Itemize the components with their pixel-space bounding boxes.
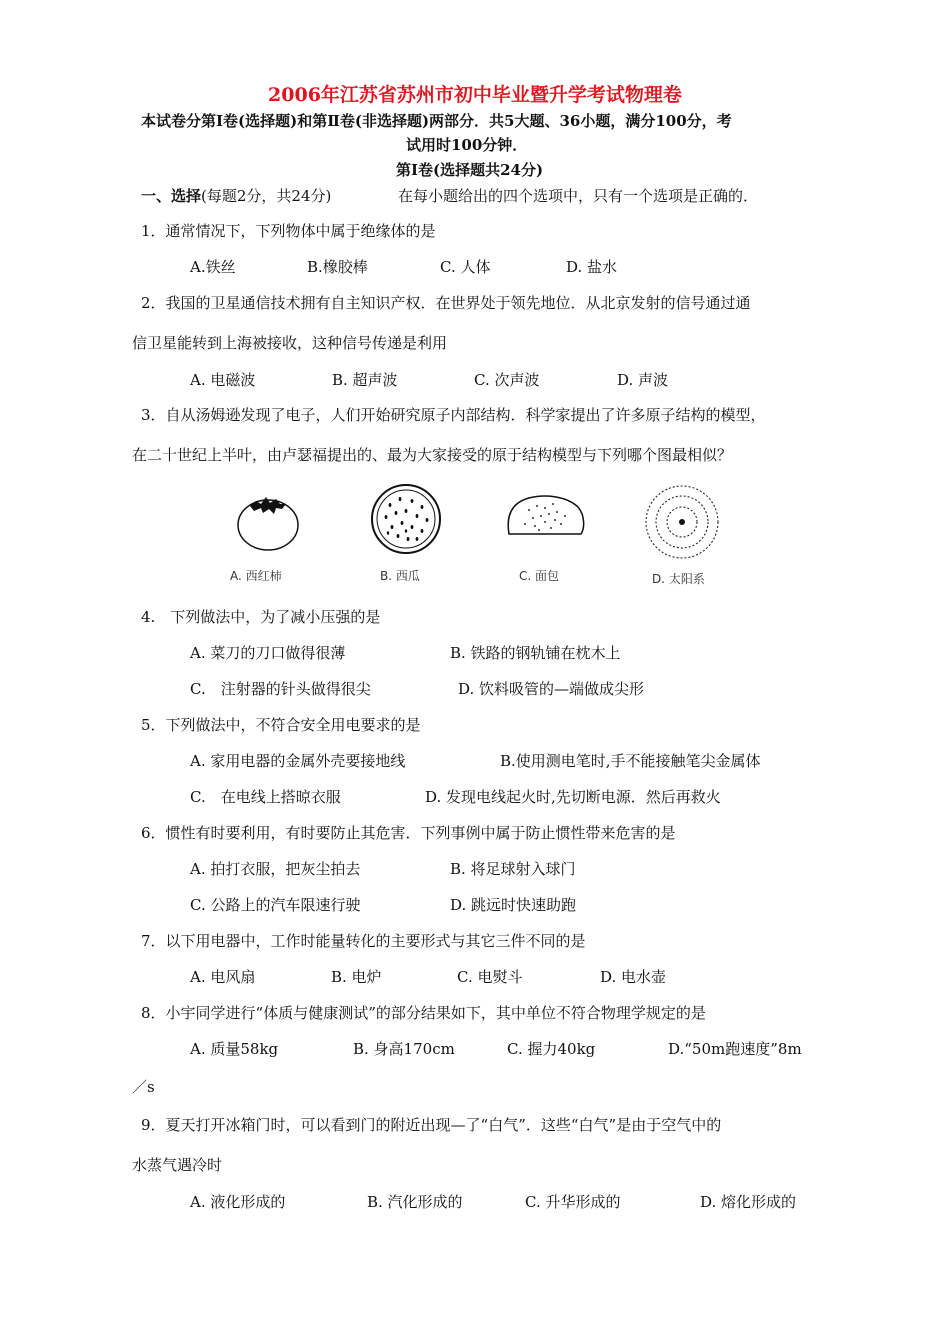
figure-tomato — [236, 492, 300, 552]
q8-option-d-wrap: ／s — [132, 1078, 155, 1096]
q7-option-c: C. 电熨斗 — [457, 968, 523, 986]
q9-option-d: D. 熔化形成的 — [700, 1193, 797, 1211]
q6-option-a: A. 拍打衣服，把灰尘拍去 — [190, 860, 361, 878]
figure-watermelon — [370, 483, 442, 555]
q6-stem: 6．惯性有时要利用，有时要防止其危害．下列事例中属于防止惯性带来危害的是 — [141, 824, 676, 842]
figure-solar-system — [642, 482, 722, 562]
section1-instruction: 在每小题给出的四个选项中，只有一个选项是正确的． — [398, 187, 759, 205]
q3-stem-line-1: 3．自从汤姆逊发现了电子，人们开始研究原子内部结构．科学家提出了许多原子结构的模型， — [141, 406, 766, 424]
q7-option-b: B. 电炉 — [331, 968, 382, 986]
q2-option-c: C. 次声波 — [474, 371, 540, 389]
q2-option-d: D. 声波 — [617, 371, 669, 389]
q1-option-d: D. 盐水 — [566, 258, 618, 276]
section1-score: (每题2分，共24分) — [201, 187, 332, 205]
q4-option-b: B. 铁路的钢轨铺在枕木上 — [450, 644, 621, 662]
figure-label-d: D. 太阳系 — [652, 572, 705, 586]
q9-option-c: C. 升华形成的 — [525, 1193, 621, 1211]
section1-label: 一、选择 — [141, 187, 202, 205]
q1-option-a: A.铁丝 — [190, 258, 236, 276]
q9-option-b: B. 汽化形成的 — [367, 1193, 463, 1211]
q6-option-b: B. 将足球射入球门 — [450, 860, 576, 878]
q2-option-a: A. 电磁波 — [190, 371, 256, 389]
intro-line-1: 本试卷分第Ⅰ卷(选择题)和第Ⅱ卷(非选择题)两部分．共5大题、36小题，满分100分，考 — [141, 112, 732, 130]
intro-line-2: 试用时100分钟． — [406, 136, 528, 154]
q3-stem-line-2: 在二十世纪上半叶，由卢瑟福提出的、最为大家接受的原于结构模型与下列哪个图最相似？ — [132, 446, 733, 464]
q8-option-c: C. 握力40kg — [507, 1040, 596, 1058]
q9-stem-line-1: 9．夏天打开冰箱门时，可以看到门的附近出现—了“白气”．这些“白气”是由于空气中的 — [141, 1116, 722, 1134]
q2-stem-line-1: 2．我国的卫星通信技术拥有自主知识产权．在世界处于领先地位．从北京发射的信号通过通 — [141, 294, 751, 312]
q5-option-a: A. 家用电器的金属外壳要接地线 — [190, 752, 406, 770]
figure-label-c: C. 面包 — [519, 569, 560, 583]
q8-stem: 8．小宇同学进行“体质与健康测试”的部分结果如下，其中单位不符合物理学规定的是 — [141, 1004, 706, 1022]
figure-label-b: B. 西瓜 — [380, 569, 420, 583]
page-title: 2006年江苏省苏州市初中毕业暨升学考试物理卷 — [268, 84, 682, 106]
q5-option-d: D. 发现电线起火时,先切断电源．然后再救火 — [425, 788, 721, 806]
figure-bread — [505, 494, 585, 540]
q9-stem-line-2: 水蒸气遇冷时 — [132, 1156, 223, 1174]
q4-option-d: D. 饮料吸管的—端做成尖形 — [458, 680, 645, 698]
q7-option-a: A. 电风扇 — [190, 968, 256, 986]
q1-option-c: C. 人体 — [440, 258, 491, 276]
q4-option-a: A. 菜刀的刀口做得很薄 — [190, 644, 346, 662]
q1-option-b: B.橡胶棒 — [307, 258, 368, 276]
q4-stem: 4. 下列做法中，为了减小压强的是 — [141, 608, 381, 626]
q7-stem: 7．以下用电器中，工作时能量转化的主要形式与其它三件不同的是 — [141, 932, 586, 950]
q5-option-c: C. 在电线上搭晾衣服 — [190, 788, 341, 806]
q2-option-b: B. 超声波 — [332, 371, 398, 389]
q7-option-d: D. 电水壶 — [600, 968, 667, 986]
q8-option-b: B. 身高170cm — [353, 1040, 455, 1058]
q1-stem: 1．通常情况下，下列物体中属于绝缘体的是 — [141, 222, 436, 240]
q2-stem-line-2: 信卫星能转到上海被接收，这种信号传递是利用 — [132, 334, 448, 352]
q6-option-c: C. 公路上的汽车限速行驶 — [190, 896, 361, 914]
q4-option-c: C. 注射器的针头做得很尖 — [190, 680, 371, 698]
part1-heading: 第Ⅰ卷(选择题共24分) — [396, 161, 544, 179]
q8-option-a: A. 质量58kg — [190, 1040, 279, 1058]
q9-option-a: A. 液化形成的 — [190, 1193, 286, 1211]
section1-header — [141, 185, 331, 206]
q6-option-d: D. 跳远时快速助跑 — [450, 896, 577, 914]
figure-label-a: A. 西红柿 — [230, 569, 282, 583]
q8-option-d: D.“50m跑速度”8m — [668, 1040, 802, 1058]
q5-option-b: B.使用测电笔时,手不能接触笔尖金属体 — [500, 752, 761, 770]
q5-stem: 5．下列做法中，不符合安全用电要求的是 — [141, 716, 421, 734]
